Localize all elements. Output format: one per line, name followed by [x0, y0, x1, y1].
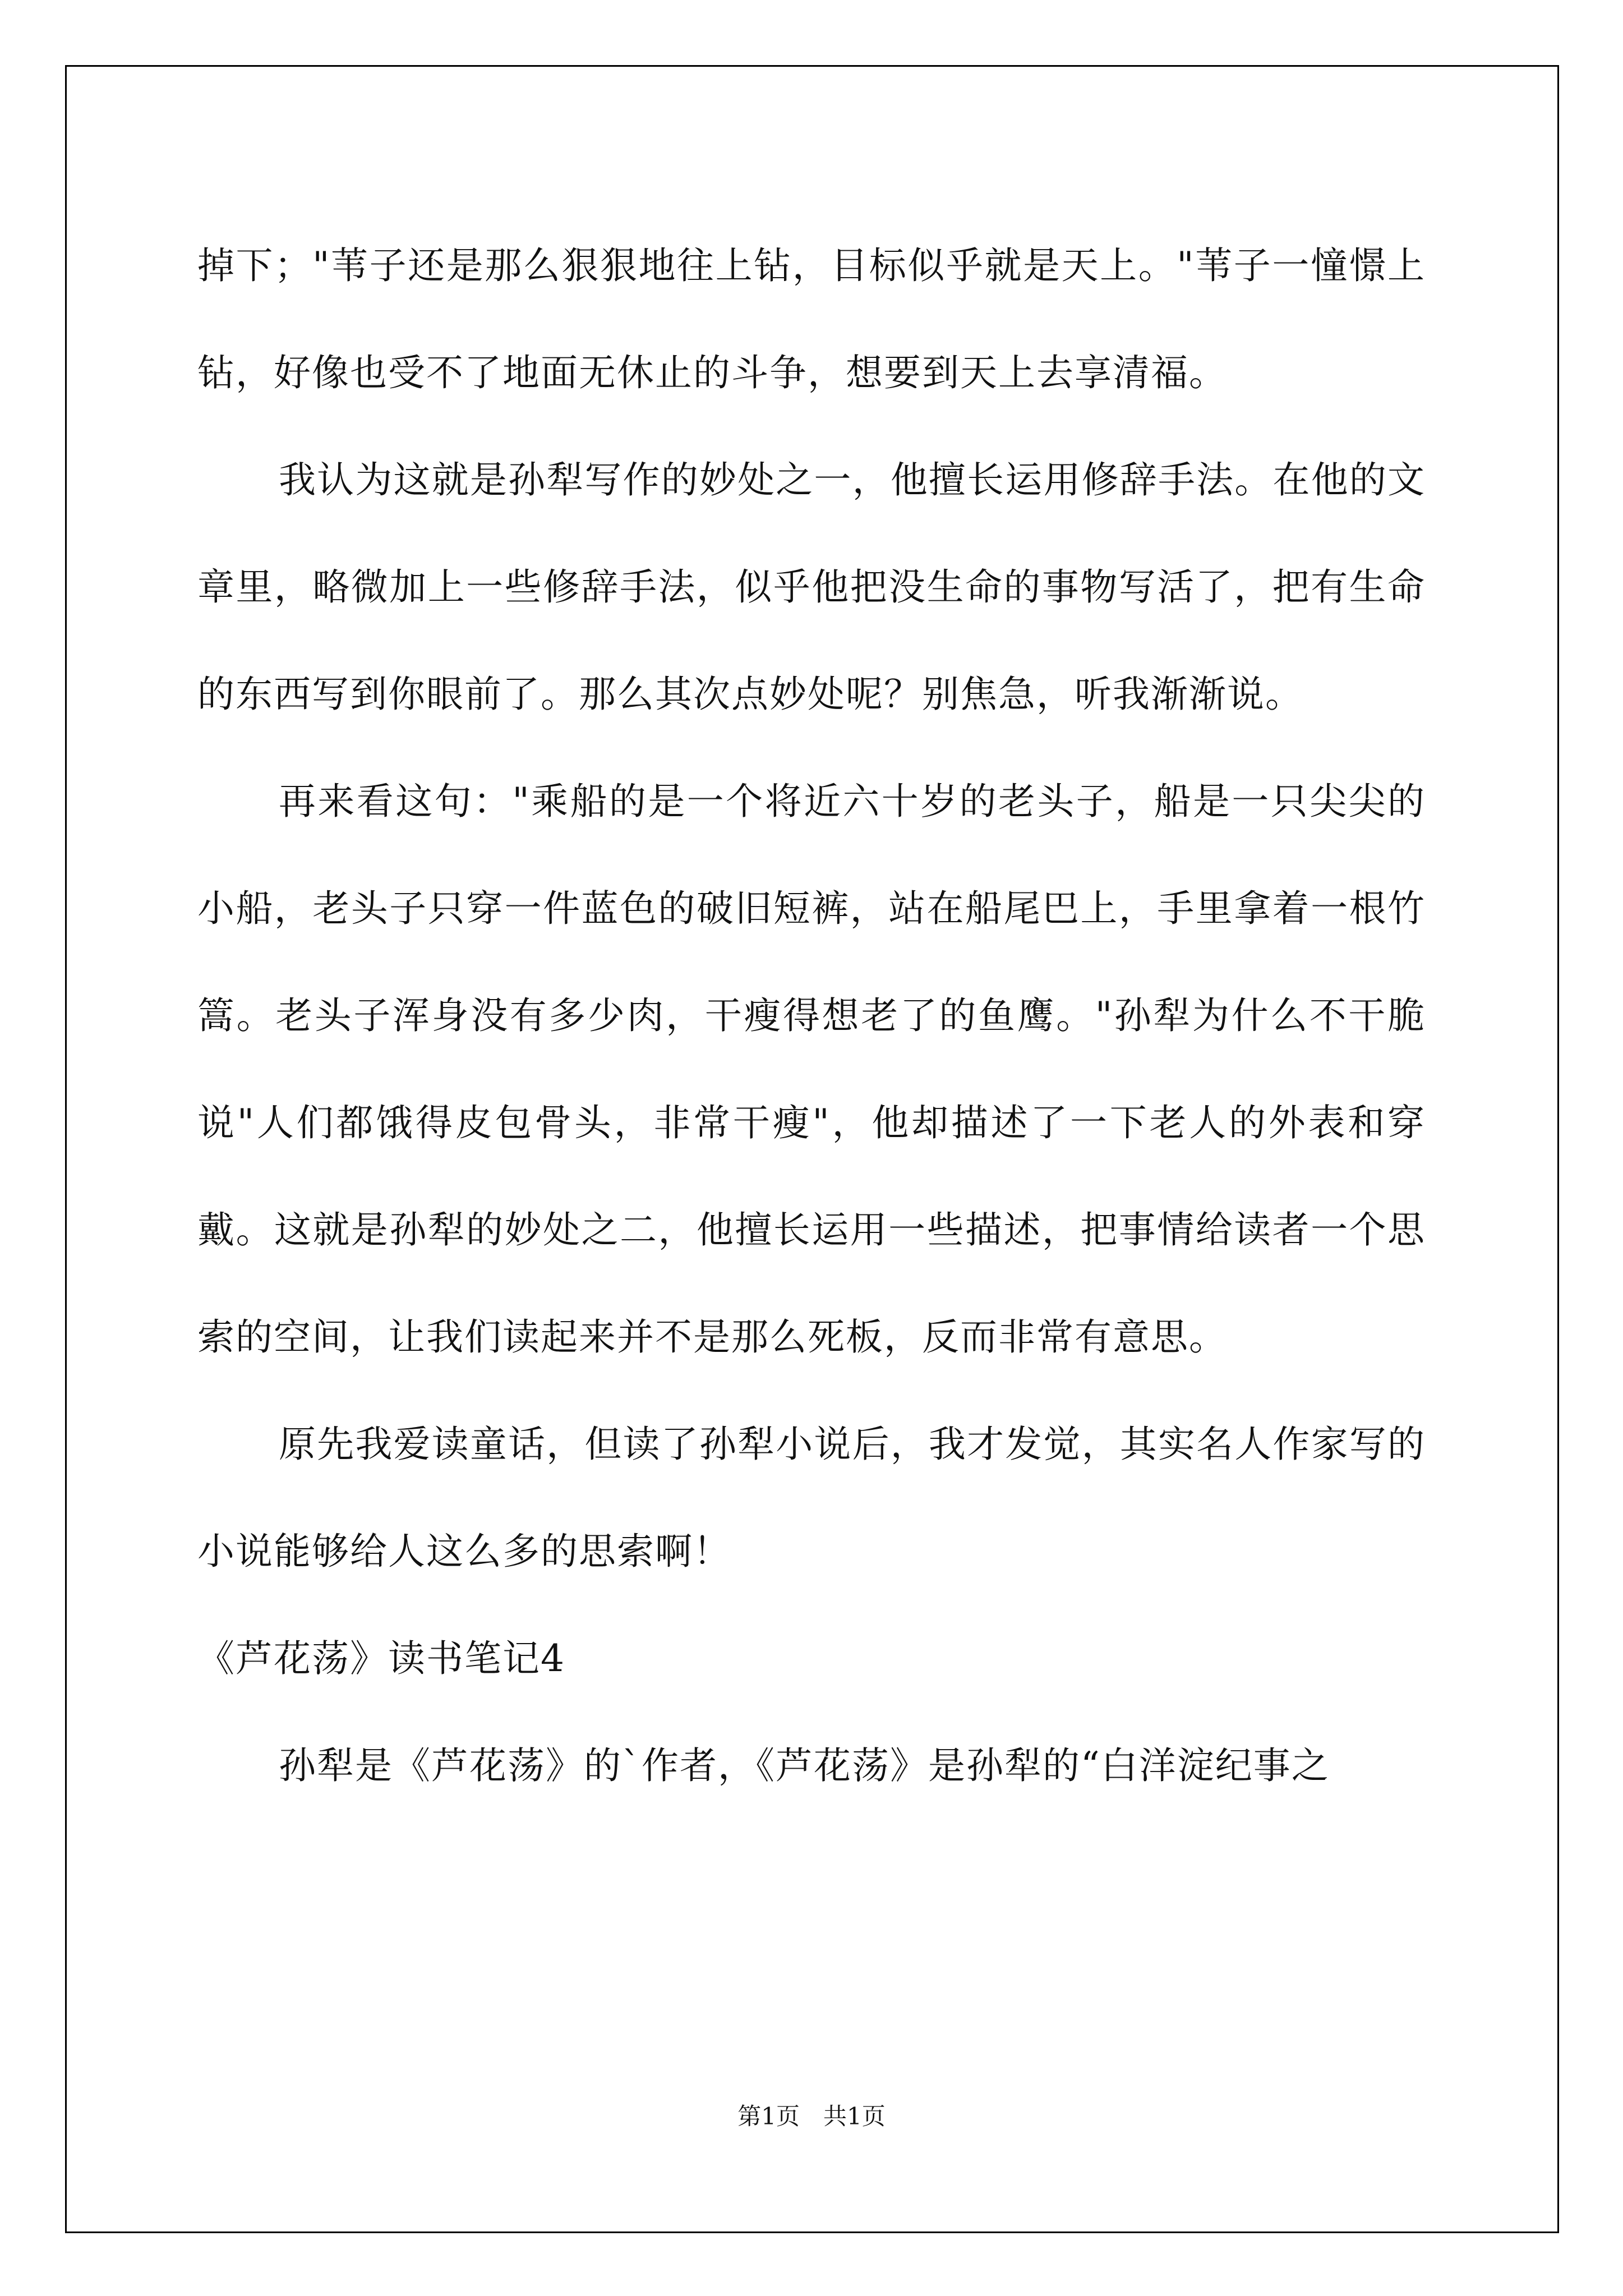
paragraph-2: 我认为这就是孙犁写作的妙处之一，他擅长运用修辞手法。在他的文章里，略微加上一些修辞手法，似乎他把没生命的事物写活了，把有生命的东西写到你眼前了。那么其次点妙处呢？别焦急，听我渐渐说。 [197, 458, 1426, 716]
paragraph-4: 原先我爱读童话，但读了孙犁小说后，我才发觉，其实名人作家写的小说能够给人这么多的思索啊！ [197, 1423, 1426, 1573]
paragraph-1: 掉下；"苇子还是那么狠狠地往上钻，目标似乎就是天上。"苇子一憧憬上钻，好像也受不了地面无休止的斗争，想要到天上去享清福。 [197, 244, 1426, 394]
paragraph-5: 孙犁是《芦花荡》的`作者，《芦花荡》是孙犁的“白洋淀纪事之 [279, 1744, 1330, 1787]
page-footer: 第1页 共1页 [737, 2102, 886, 2130]
paragraph-3: 再来看这句："乘船的是一个将近六十岁的老头子，船是一只尖尖的小船，老头子只穿一件蓝色的破旧短裤，站在船尾巴上，手里拿着一根竹篙。老头子浑身没有多少肉，干瘦得想老了的鱼鹰。"孙犁为什么不干脆说"人们都饿得皮包骨头，非常干瘦"，他却描述了一下老人的外表和穿戴。这就是孙犁的妙处之二，他擅长运用一些描述，把事情给读者一个思索的空间，让我们读起来并不是那么死板，反而非常有意思。 [197, 780, 1426, 1359]
section-heading: 《芦花荡》读书笔记4 [197, 1637, 565, 1680]
document-body [197, 212, 1426, 1819]
